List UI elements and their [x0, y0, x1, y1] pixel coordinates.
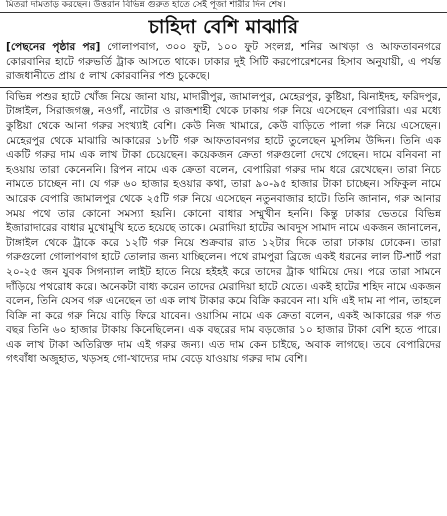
previous-article-tail: মিতরা দামতাড় করছেন। উত্তরান বিভিন্ন গুরুত হাতে সেই পূজা শারীর দিন শেষ। — [0, 0, 447, 13]
continuation-marker: [পেছনের পৃষ্ঠার পর] — [6, 41, 101, 53]
article-paragraph-1 — [6, 40, 441, 84]
paragraph-1-text: গোলাপবাগ, ৩০০ ফুট, ১০০ ফুট সংলগ্ন, শনির আখড়া ও আফতাবনগরে কোরবানির হাটে গরুভর্তি ট্রাক আসতে থাকে। ঢাকার দুই সিটি করপোরেশনের হিসাব অনুযায়ী, এ পর্যন্ত রাজধানীতে প্রায় ৫ লাখ কোরবানির পশু চুকেছে। — [6, 41, 441, 83]
article-headline: চাহিদা বেশি মাঝারি — [148, 16, 299, 38]
section-divider — [0, 87, 447, 88]
article-paragraph-2: বিভিন্ন পশুর হাটে খোঁজ নিয়ে জানা যায়, মাদারীপুর, জামালপুর, মেহেরপুর, কুষ্টিয়া, ঝিনাইদহ, ফরিদপুর, টাঙ্গাইল, সিরাজগঞ্জ, নওগাঁ, নাটোর ও রাজশাহী থেকে ঢাকায় গরু নিয়ে এসেছেন বেপারিরা। এর মধ্যে কুষ্টিয়া থেকে আনা গরুর সংখ্যাই বেশি। কেউ নিজ খামারে, কেউ বাড়িতে পালা গরু নিয়ে এসেছেন। মেহেরপুর থেকে মাঝারি আকারের ১৮টি গরু আফতাবনগর হাটে তুলেছেন মুসলিম উদ্দিন। তিনি এক একটি গরুর দাম এক লাখ টাকা চেয়েছেন। কয়েকজন ক্রেতা গরুগুলো দেখে গেছেন। দামে বনিবনা না হওয়ায় তারা কেনেননি। রিপন নামে এক ক্রেতা বলেন, বেপারিরা গরুর দাম ধরে রেখেছেন। তারা নিচে নামতে চাচ্ছেন না। যে গরু ৬০ হাজার হওয়ার কথা, তারা ৯০-৯৫ হাজার টাকা চাচ্ছেন। সফিকুল নামে আরেক বেপারি জামালপুর থেকে ২৫টি গরু নিয়ে এসেছেন নতুনবাজার হাটে। তিনি জানান, গরু আনার সময় পথে তার কোনো সমস্যা হয়নি। কোনো বাধার সম্মুখীন হননি। কিন্তু ঢাকার ভেতরে বিভিন্ন ইজারাদারের বাধার মুখোমুখি হতে হয়েছে তাকে। মেরাদিয়া হাটের আবদুস সামাদ নামে একজন জানালেন, টাঙ্গাইল থেকে ট্রাকে করে ১২টি গরু নিয়ে শুক্রবার রাত ১২টার দিকে তারা ঢাকায় ঢোকেন। তারা গরুগুলো গোলাপবাগ হাটে তোলার জন্য যাচ্ছিলেন। পথে রামপুরা ব্রিজে একই ধরনের লাল টি-শার্ট পরা ২০-২৫ জন যুবক সিগন্যাল লাইট হাতে নিয়ে হইহই করে তাদের ট্রাক থামিয়ে দেয়। পরে তারা সামনে দাঁড়িয়ে পথরোধ করে। অনেকটা বাধ্য করেন তাদের মেরাদিয়া হাটে যেতে। একই হাটের শহিদ নামে একজন বলেন, তিনি যেসব গরু এনেছেন তা এক লাখ টাকার কমে বিক্রি করবেন না। যদি এই দাম না পান, তাহলে বিক্রি না করে গরু নিয়ে বাড়ি ফিরে যাবেন। ওয়াসিম নামে এক ক্রেতা বলেন, একই আকারের গরু গত বছর তিনি ৬০ হাজার টাকায় কিনেছিলেন। এক বছরের দাম বড়জোর ১০ হাজার টাকা বেশি হতে পারে। এক লাখ টাকা অতিরিক্ত দাম এই গরুর জন্য। এত দাম কেন চাইছে, অবাক লাগছে। তবে বেপারিদের গৎবাঁধা অজুহাত, খড়সহ গো-খাদ্যের দাম বেড়ে যাওয়ায় গরুর দাম বেশি। — [6, 90, 441, 366]
